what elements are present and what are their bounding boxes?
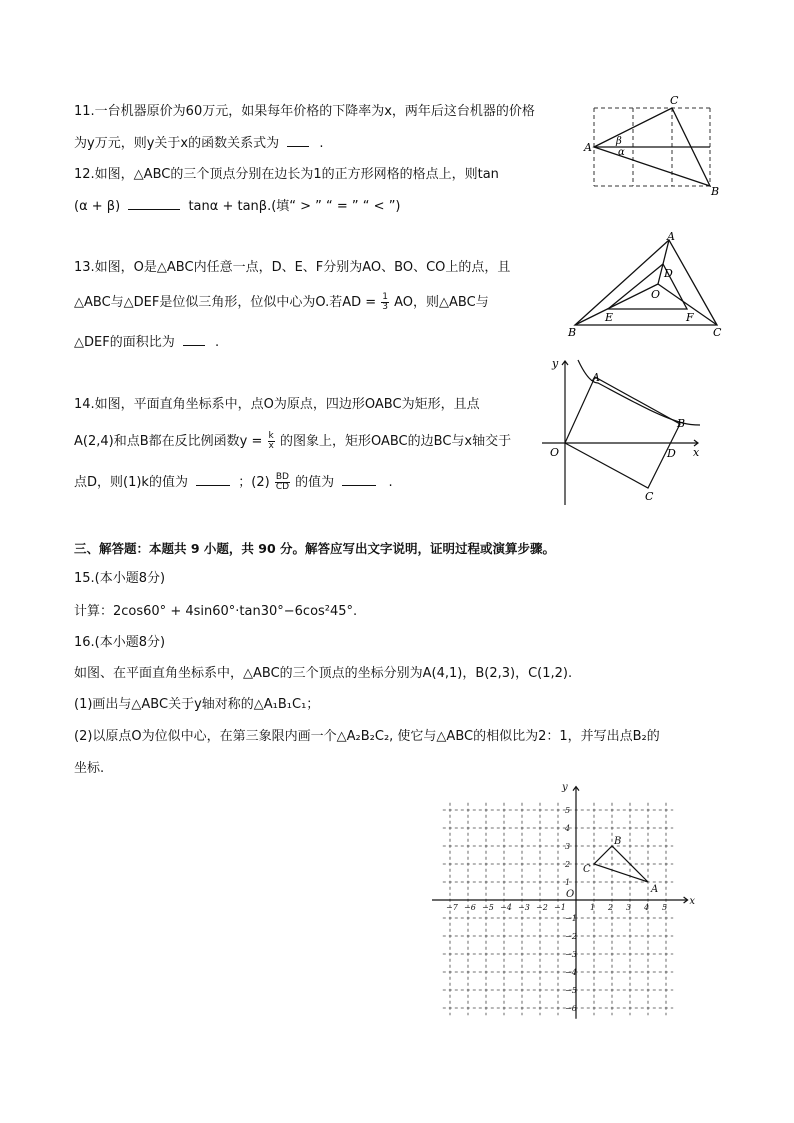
q14-frac-num: k	[268, 431, 274, 441]
q13-answer-blank[interactable]	[183, 332, 205, 346]
q11-line2	[74, 133, 324, 153]
fig16-label-O: O	[566, 889, 575, 900]
q14-end: .	[388, 475, 393, 490]
x-tick-label: −4	[500, 903, 512, 912]
q11-line2-text: 为y万元，则y关于x的函数关系式为	[74, 136, 280, 151]
fig14-label-D: D	[667, 447, 676, 460]
x-tick-label: 4	[644, 903, 650, 912]
x-tick-label: 1	[590, 903, 596, 912]
q15-body: 计算：2cos60° + 4sin60°·tan30°−6cos²45°.	[74, 604, 358, 619]
q16-line3: (2)以原点O为位似中心，在第三象限内画一个△A₂B₂C₂, 使它与△ABC的相似比为2：1，并写出点B₂的	[74, 729, 660, 744]
q12-line1: 12.如图，△ABC的三个顶点分别在边长为1的正方形网格的格点上，则tan	[74, 167, 499, 182]
fig13-label-C: C	[713, 326, 722, 339]
q12-line2-b: tanα + tanβ.(填“ > ” “ = ” “ < ”)	[188, 199, 401, 214]
y-tick-label: −6	[565, 1004, 577, 1013]
q13-frac-den: 3	[382, 302, 388, 312]
q16-line4: 坐标.	[74, 761, 105, 776]
q13-line3	[74, 332, 219, 352]
fig14-label-A: A	[592, 371, 600, 384]
q14-line3	[74, 472, 393, 492]
q11-line1: 11.一台机器原价为60万元，如果每年价格的下降率为x，两年后这台机器的价格	[74, 104, 535, 119]
q14-line3-a: 点D，则(1)k的值为	[74, 475, 188, 490]
x-tick-label: −7	[446, 903, 458, 912]
x-tick-label: 5	[662, 903, 668, 912]
fig12-label-B: B	[711, 185, 720, 198]
fig13-similar-triangles	[565, 230, 725, 340]
q14-answer-blank-2[interactable]	[342, 472, 376, 486]
q11-end: .	[319, 136, 324, 151]
fig14-label-x: x	[693, 446, 700, 459]
triangle-abc	[594, 846, 648, 882]
q14-frac2-num: BD	[275, 472, 289, 482]
q16-heading: 16.(本小题8分)	[74, 635, 166, 650]
q13-line2-b: AO，则△ABC与	[394, 295, 489, 310]
q14-line2	[74, 432, 511, 451]
fig14-label-C: C	[645, 490, 654, 503]
fig16-label-A: A	[651, 884, 659, 895]
q14-line3-c: 的值为	[295, 475, 335, 490]
fig16-label-y: y	[562, 782, 568, 794]
fig16-label-B: B	[614, 836, 622, 847]
section3-heading: 三、解答题：本题共 9 小题，共 90 分。解答应写出文字说明，证明过程或演算步骤。	[74, 541, 556, 556]
x-tick-label: 3	[626, 903, 632, 912]
fig13-label-A: A	[667, 230, 675, 243]
q14-answer-blank-1[interactable]	[196, 472, 230, 486]
y-tick-label: −2	[565, 932, 577, 941]
fig13-label-E: E	[605, 311, 614, 324]
q13-end: .	[214, 335, 220, 350]
y-tick-label: 4	[565, 824, 571, 833]
q14-line3-b: ；(2)	[238, 475, 270, 490]
fig14-label-O: O	[550, 446, 560, 459]
q14-frac2-den: CD	[275, 482, 290, 492]
fig13-label-O: O	[651, 288, 661, 301]
q14-frac-den: x	[268, 441, 274, 451]
q14-line1: 14.如图，平面直角坐标系中，点O为原点，四边形OABC为矩形，且点	[74, 397, 480, 412]
fig14-label-y: y	[552, 357, 559, 370]
q16-line1: 如图、在平面直角坐标系中，△ABC的三个顶点的坐标分别为A(4,1)，B(2,3)，C(1,2).	[74, 666, 573, 681]
q16-line2: (1)画出与△ABC关于y轴对称的△A₁B₁C₁；	[74, 697, 320, 712]
fig13-label-B: B	[568, 326, 577, 339]
q13-frac-num: 1	[382, 292, 388, 302]
y-tick-label: 1	[565, 878, 571, 887]
q12-answer-blank[interactable]	[128, 196, 180, 210]
q14-fraction	[268, 432, 275, 451]
x-tick-label: −2	[536, 903, 548, 912]
fig16-label-x: x	[689, 896, 696, 907]
fig13-label-F: F	[686, 311, 694, 324]
fig14-rectangle-hyperbola	[540, 355, 710, 515]
y-tick-label: −5	[565, 986, 577, 995]
q13-line3-text: △DEF的面积比为	[74, 335, 175, 350]
q14-fraction-2	[275, 473, 290, 492]
x-tick-label: −1	[554, 903, 566, 912]
q12-line2	[74, 196, 401, 216]
q13-line2-a: △ABC与△DEF是位似三角形，位似中心为O.若AD =	[74, 295, 377, 310]
q12-line2-a: (α + β)	[74, 199, 121, 214]
fig12-label-beta: β	[616, 136, 622, 147]
fig13-label-D: D	[664, 267, 673, 280]
y-tick-label: −4	[565, 968, 577, 977]
fig12-label-alpha: α	[618, 147, 625, 158]
fig16-coordinate-grid	[430, 782, 696, 1013]
y-tick-label: −3	[565, 950, 577, 959]
fig12-grid-triangle	[584, 94, 720, 198]
y-tick-label: 5	[565, 806, 571, 815]
fig12-label-A: A	[584, 141, 592, 154]
q13-line2	[74, 293, 489, 312]
q13-line1: 13.如图，O是△ABC内任意一点，D、E、F分别为AO、BO、CO上的点，且	[74, 260, 511, 275]
x-tick-label: −3	[518, 903, 530, 912]
x-tick-label: −5	[482, 903, 494, 912]
q14-line2-b: 的图象上，矩形OABC的边BC与x轴交于	[279, 434, 512, 449]
x-tick-label: −6	[464, 903, 476, 912]
fig12-label-C: C	[670, 94, 679, 107]
fig16-label-C: C	[583, 864, 591, 875]
fig14-label-B: B	[677, 417, 686, 430]
q11-answer-blank[interactable]	[287, 133, 309, 147]
y-tick-label: 2	[565, 860, 571, 869]
q14-line2-a: A(2,4)和点B都在反比例函数y =	[74, 434, 263, 449]
y-tick-label: −1	[565, 914, 577, 923]
q15-heading: 15.(本小题8分)	[74, 571, 166, 586]
x-tick-label: 2	[608, 903, 614, 912]
y-tick-label: 3	[565, 842, 571, 851]
q13-fraction	[381, 293, 389, 312]
